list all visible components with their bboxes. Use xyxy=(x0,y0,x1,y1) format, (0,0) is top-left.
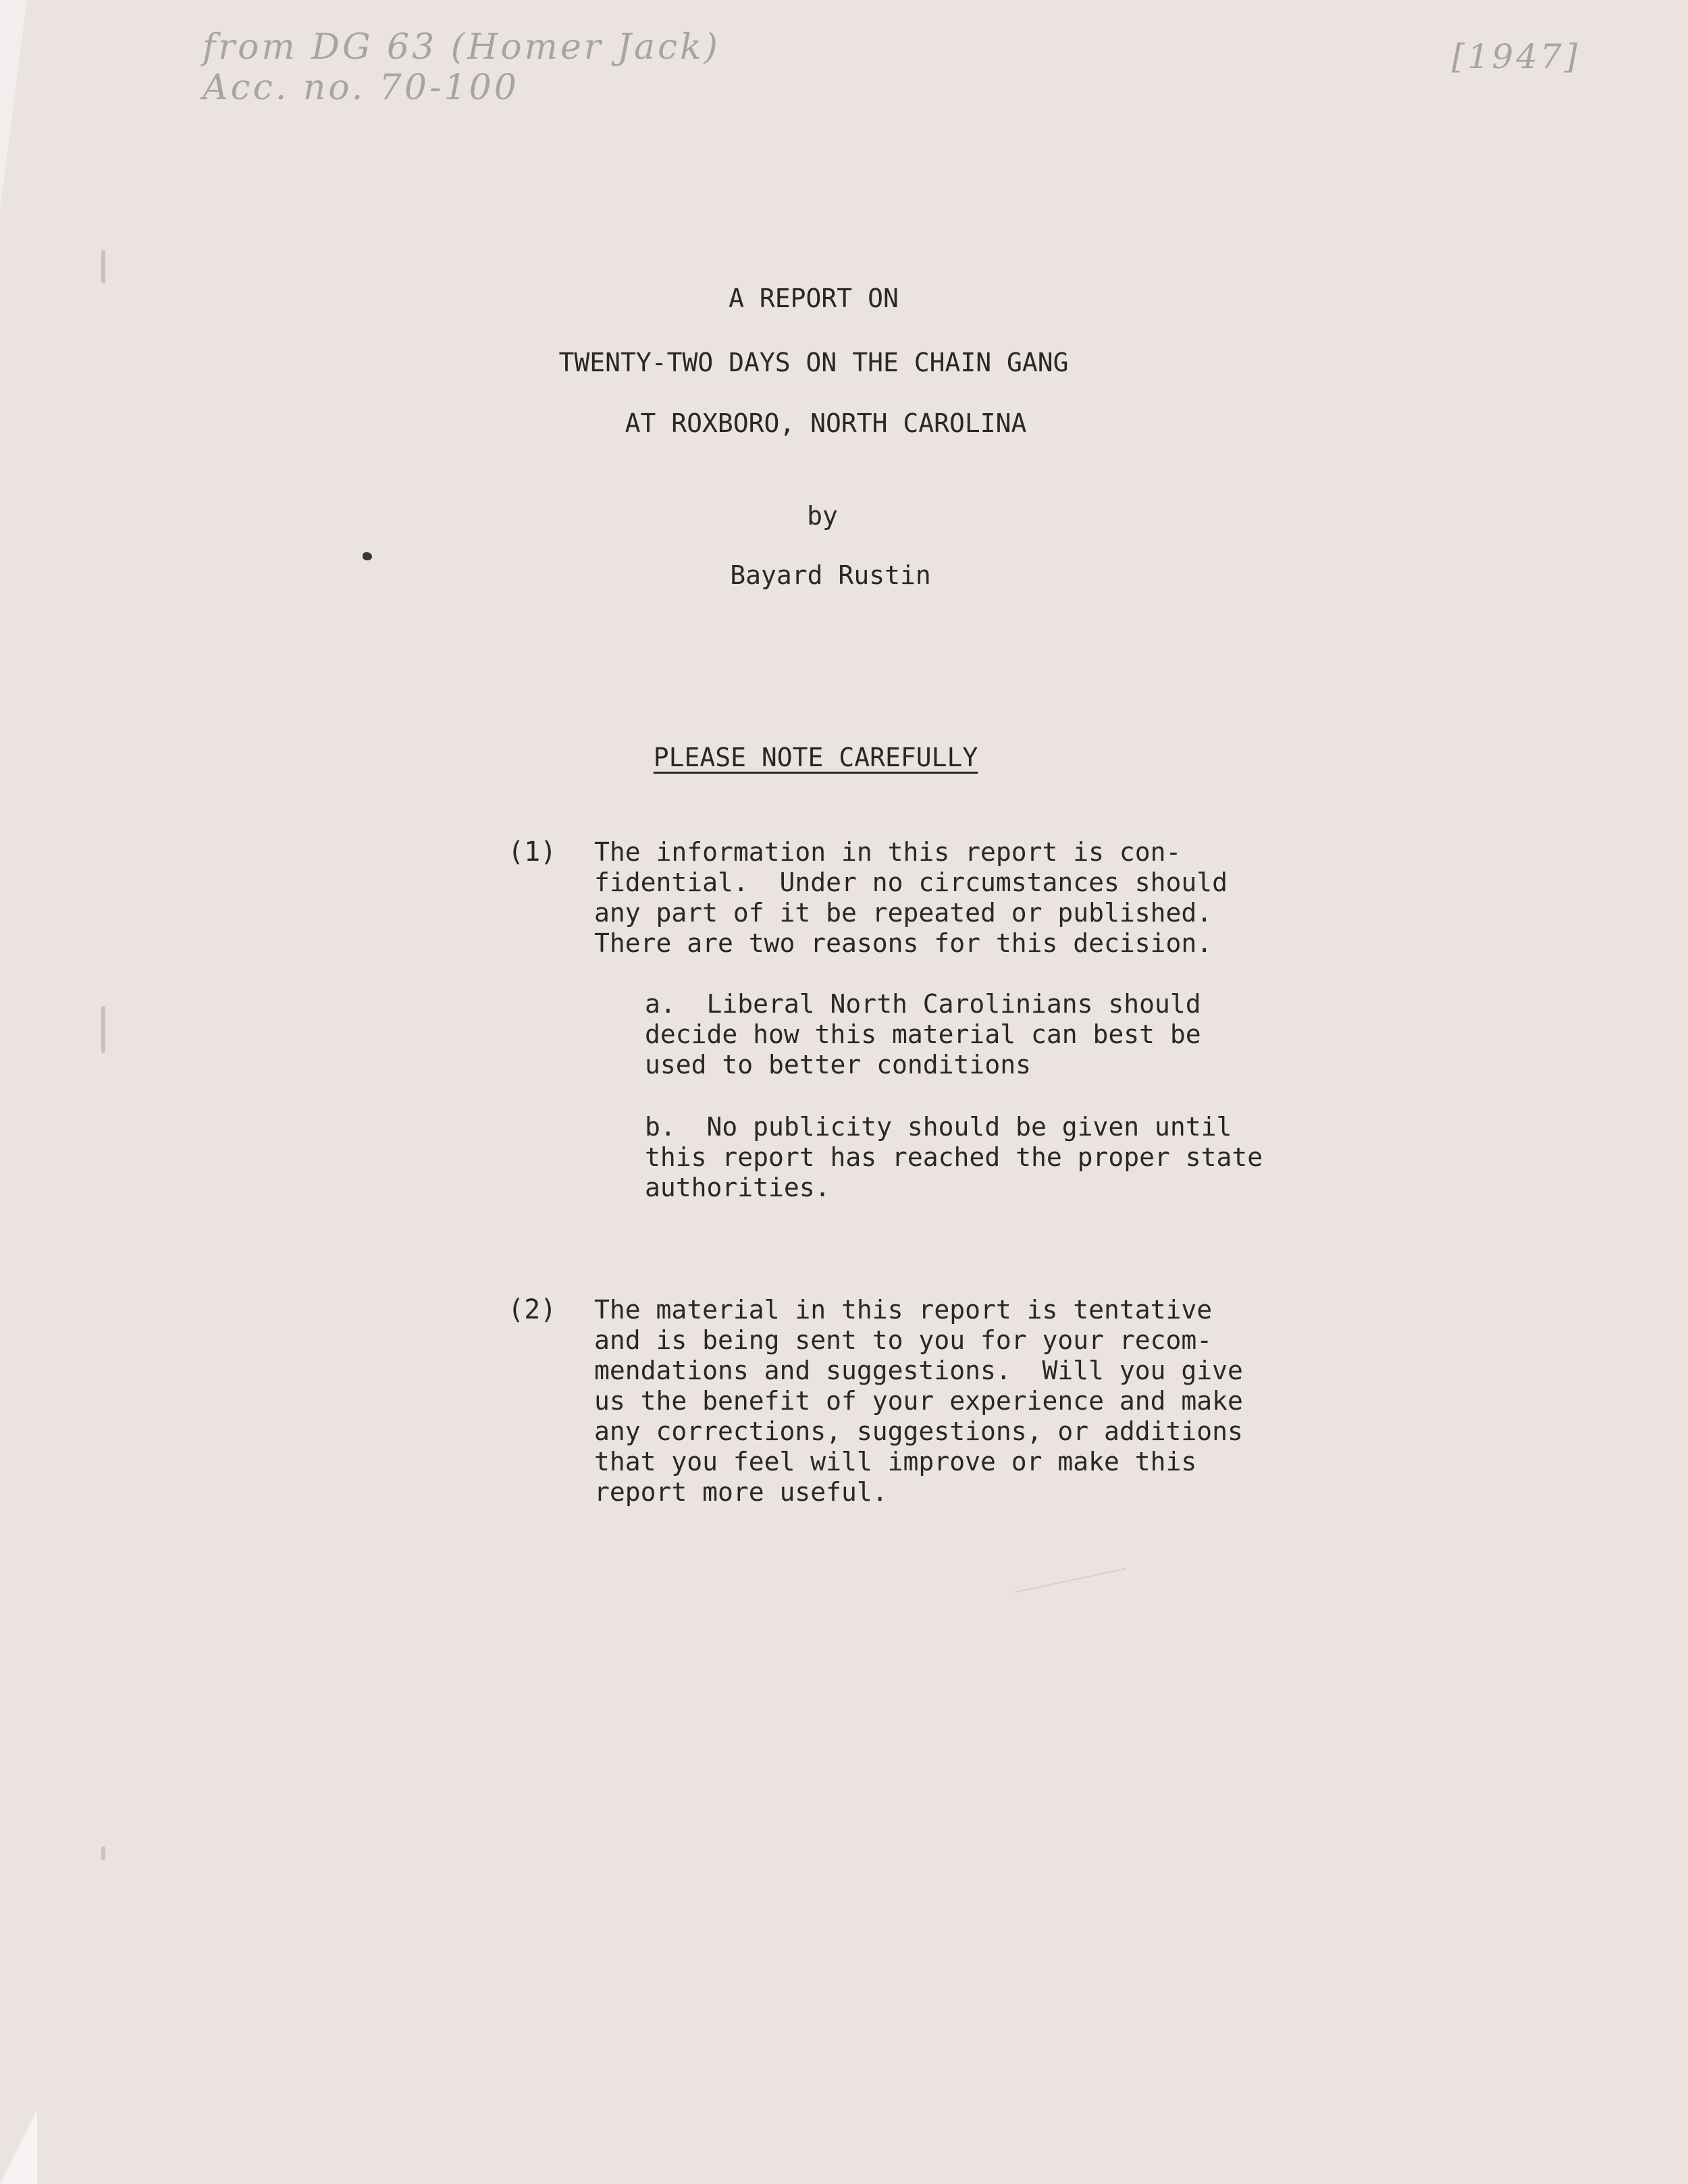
folded-corner-top-left xyxy=(0,0,27,209)
author-name: Bayard Rustin xyxy=(730,560,931,590)
ink-speck xyxy=(363,552,372,560)
archival-note-source: from DG 63 (Homer Jack) xyxy=(203,27,720,68)
byline-by: by xyxy=(807,501,838,531)
item-2-paragraph: The material in this report is tentative and is being sent to you for your recom- mendations and suggestions. Will you give us the benefit of your experience and make any corrections, suggestions, or additions that you feel will improve or make this report more useful. xyxy=(594,1295,1243,1507)
item-1-sub-b: b. No publicity should be given until this report has reached the proper state authorities. xyxy=(645,1112,1263,1202)
archival-note-accession: Acc. no. 70-100 xyxy=(203,68,519,108)
archival-note-year: [1947] xyxy=(1452,37,1581,76)
note-heading: PLEASE NOTE CAREFULLY xyxy=(653,743,978,772)
pencil-stroke xyxy=(1014,1568,1127,1593)
item-2-number: (2) xyxy=(508,1294,557,1325)
margin-mark xyxy=(101,1006,105,1053)
margin-mark xyxy=(101,1846,105,1860)
margin-mark xyxy=(101,250,105,284)
report-title-line-3: AT ROXBORO, NORTH CAROLINA xyxy=(625,408,1027,438)
item-1-sub-a: a. Liberal North Carolinians should decide how this material can best be used to better conditions xyxy=(645,989,1201,1080)
item-1-number: (1) xyxy=(508,836,557,868)
report-title-line-2: TWENTY-TWO DAYS ON THE CHAIN GANG xyxy=(558,348,1069,377)
torn-corner-bottom-left xyxy=(0,2110,37,2184)
item-1-paragraph: The information in this report is con- fidential. Under no circumstances should any part of it be repeated or published. There are two reasons for this decision. xyxy=(594,837,1228,958)
report-title-line-1: A REPORT ON xyxy=(729,284,899,313)
